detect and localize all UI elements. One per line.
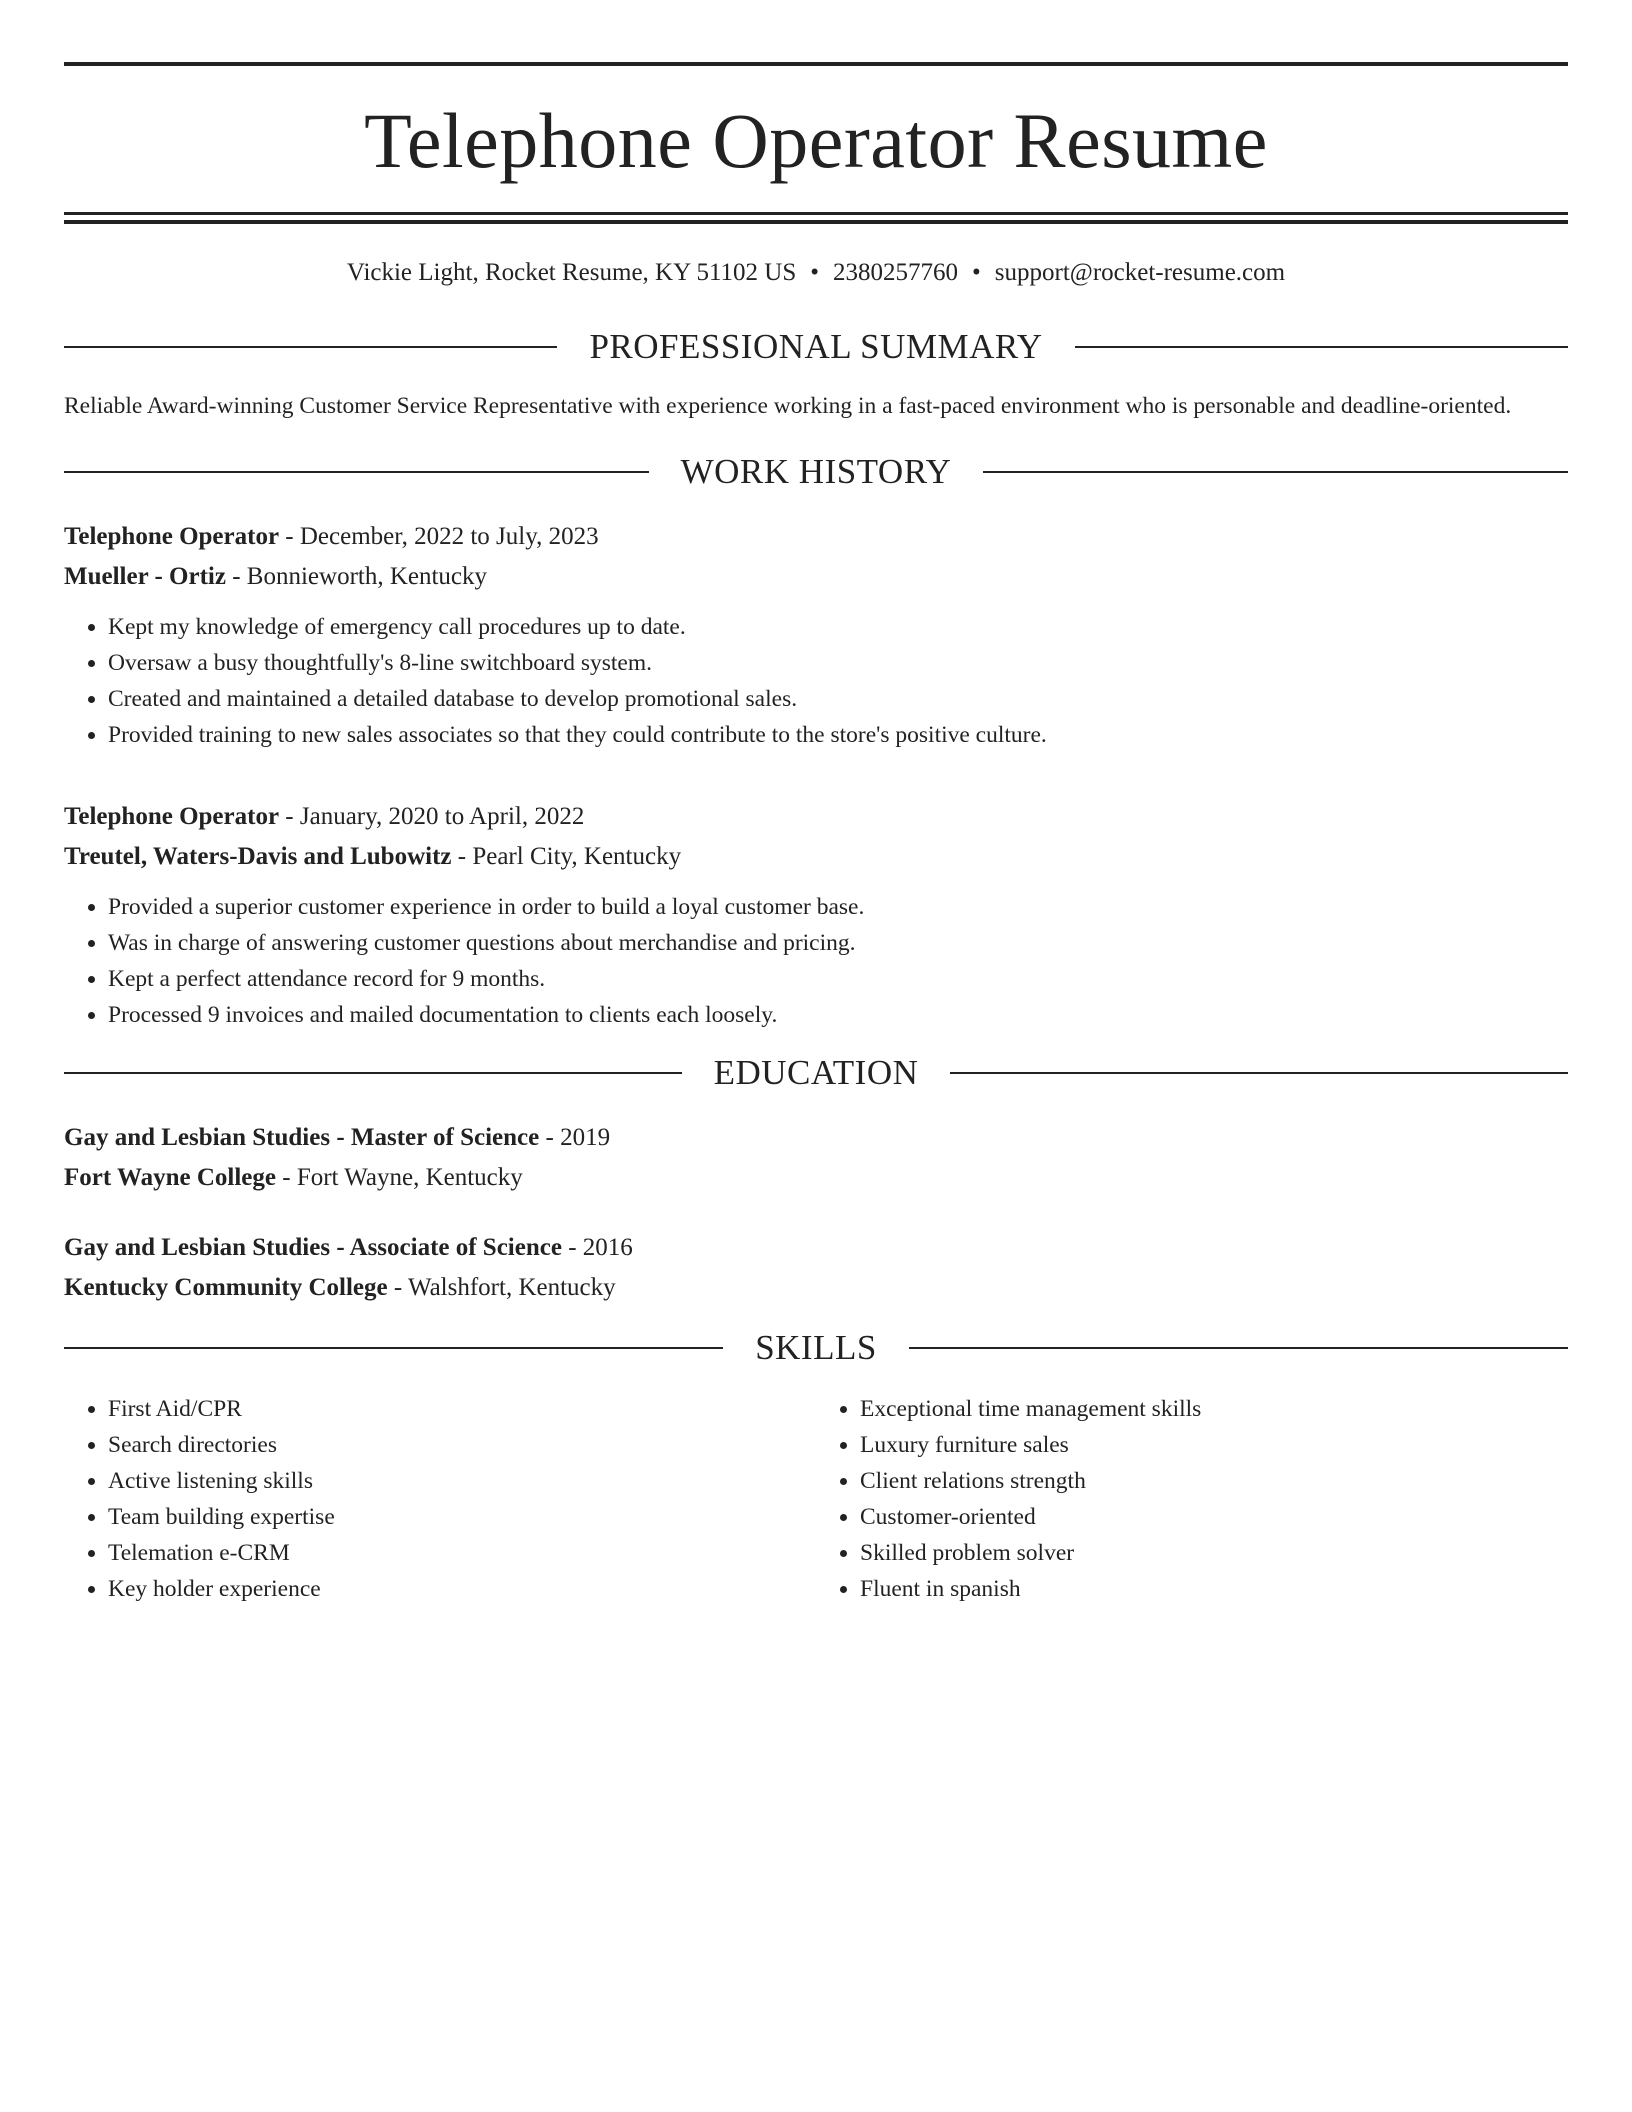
page-title: Telephone Operator Resume bbox=[364, 97, 1268, 184]
list-item: • Processed 9 invoices and mailed documentation to clients each loosely. bbox=[108, 997, 1568, 1033]
job-entry bbox=[64, 517, 1568, 753]
job-company: Mueller - Ortiz bbox=[64, 563, 226, 590]
contact-line bbox=[64, 260, 1568, 285]
section-rule-left bbox=[64, 471, 649, 473]
section-title-education: EDUCATION bbox=[713, 1053, 919, 1092]
list-item: • Created and maintained a detailed database to develop promotional sales. bbox=[108, 681, 1568, 717]
job-bullets bbox=[64, 609, 1568, 753]
list-item: • Luxury furniture sales bbox=[860, 1427, 1568, 1463]
contact-email: support@rocket-resume.com bbox=[994, 259, 1286, 286]
degree-year: - 2019 bbox=[539, 1124, 611, 1151]
job-title-line bbox=[64, 517, 1568, 557]
list-item: • Skilled problem solver bbox=[860, 1535, 1568, 1571]
job-title-line bbox=[64, 797, 1568, 837]
list-item: • Key holder experience bbox=[108, 1571, 816, 1607]
list-item: • Team building expertise bbox=[108, 1499, 816, 1535]
school: Kentucky Community College bbox=[64, 1274, 388, 1301]
list-item: • Exceptional time management skills bbox=[860, 1391, 1568, 1427]
title-double-rule bbox=[64, 212, 1568, 224]
school: Fort Wayne College bbox=[64, 1164, 276, 1191]
section-header-work bbox=[64, 454, 1568, 489]
list-item: • Provided training to new sales associates so that they could contribute to the store's positive culture. bbox=[108, 717, 1568, 753]
list-item: • Search directories bbox=[108, 1427, 816, 1463]
school-line bbox=[64, 1158, 1568, 1198]
school-line bbox=[64, 1268, 1568, 1308]
job-dates: - January, 2020 to April, 2022 bbox=[279, 803, 585, 830]
education-entry bbox=[64, 1118, 1568, 1198]
section-title-work: WORK HISTORY bbox=[680, 452, 952, 491]
section-rule-right bbox=[950, 1072, 1568, 1074]
contact-address: Vickie Light, Rocket Resume, KY 51102 US bbox=[346, 259, 797, 286]
list-item: • Provided a superior customer experience in order to build a loyal customer base. bbox=[108, 889, 1568, 925]
section-rule-right bbox=[983, 471, 1568, 473]
school-location: - Fort Wayne, Kentucky bbox=[276, 1164, 523, 1191]
section-header-summary bbox=[64, 329, 1568, 364]
job-title: Telephone Operator bbox=[64, 803, 280, 830]
education-entry bbox=[64, 1228, 1568, 1308]
section-rule-left bbox=[64, 346, 557, 348]
degree-line bbox=[64, 1118, 1568, 1158]
section-rule-right bbox=[909, 1347, 1568, 1349]
list-item: • Active listening skills bbox=[108, 1463, 816, 1499]
summary-text: Reliable Award-winning Customer Service Representative with experience working in a fast-paced environment who is personable and deadline-oriented. bbox=[64, 393, 1512, 419]
list-item: • Oversaw a busy thoughtfully's 8-line switchboard system. bbox=[108, 645, 1568, 681]
job-company: Treutel, Waters-Davis and Lubowitz bbox=[64, 843, 452, 870]
job-location: - Bonnieworth, Kentucky bbox=[225, 563, 488, 590]
degree-line bbox=[64, 1228, 1568, 1268]
section-title-skills: SKILLS bbox=[755, 1328, 877, 1367]
contact-separator: • bbox=[810, 259, 820, 286]
degree: Gay and Lesbian Studies - Associate of Science bbox=[64, 1234, 562, 1261]
top-rule bbox=[64, 62, 1568, 66]
skills-grid bbox=[64, 1391, 1568, 1607]
section-header-skills bbox=[64, 1330, 1568, 1365]
job-entry bbox=[64, 797, 1568, 1033]
list-item: • Customer-oriented bbox=[860, 1499, 1568, 1535]
job-company-line bbox=[64, 837, 1568, 877]
skills-list-left bbox=[64, 1391, 816, 1607]
contact-phone: 2380257760 bbox=[833, 259, 959, 286]
list-item: • Client relations strength bbox=[860, 1463, 1568, 1499]
list-item: • Kept my knowledge of emergency call procedures up to date. bbox=[108, 609, 1568, 645]
school-location: - Walshfort, Kentucky bbox=[387, 1274, 616, 1301]
section-title-summary: PROFESSIONAL SUMMARY bbox=[589, 327, 1043, 366]
skills-list-right bbox=[816, 1391, 1568, 1607]
degree: Gay and Lesbian Studies - Master of Science bbox=[64, 1124, 540, 1151]
list-item: • First Aid/CPR bbox=[108, 1391, 816, 1427]
section-rule-left bbox=[64, 1347, 723, 1349]
contact-separator: • bbox=[972, 259, 981, 286]
job-location: - Pearl City, Kentucky bbox=[451, 843, 682, 870]
job-company-line bbox=[64, 557, 1568, 597]
job-bullets bbox=[64, 889, 1568, 1033]
degree-year: - 2016 bbox=[561, 1234, 633, 1261]
section-rule-right bbox=[1075, 346, 1568, 348]
job-dates: - December, 2022 to July, 2023 bbox=[279, 523, 599, 550]
section-header-education bbox=[64, 1055, 1568, 1090]
list-item: • Was in charge of answering customer questions about merchandise and pricing. bbox=[108, 925, 1568, 961]
job-title: Telephone Operator bbox=[64, 523, 280, 550]
section-rule-left bbox=[64, 1072, 682, 1074]
list-item: • Telemation e-CRM bbox=[108, 1535, 816, 1571]
list-item: • Fluent in spanish bbox=[860, 1571, 1568, 1607]
list-item: • Kept a perfect attendance record for 9 months. bbox=[108, 961, 1568, 997]
